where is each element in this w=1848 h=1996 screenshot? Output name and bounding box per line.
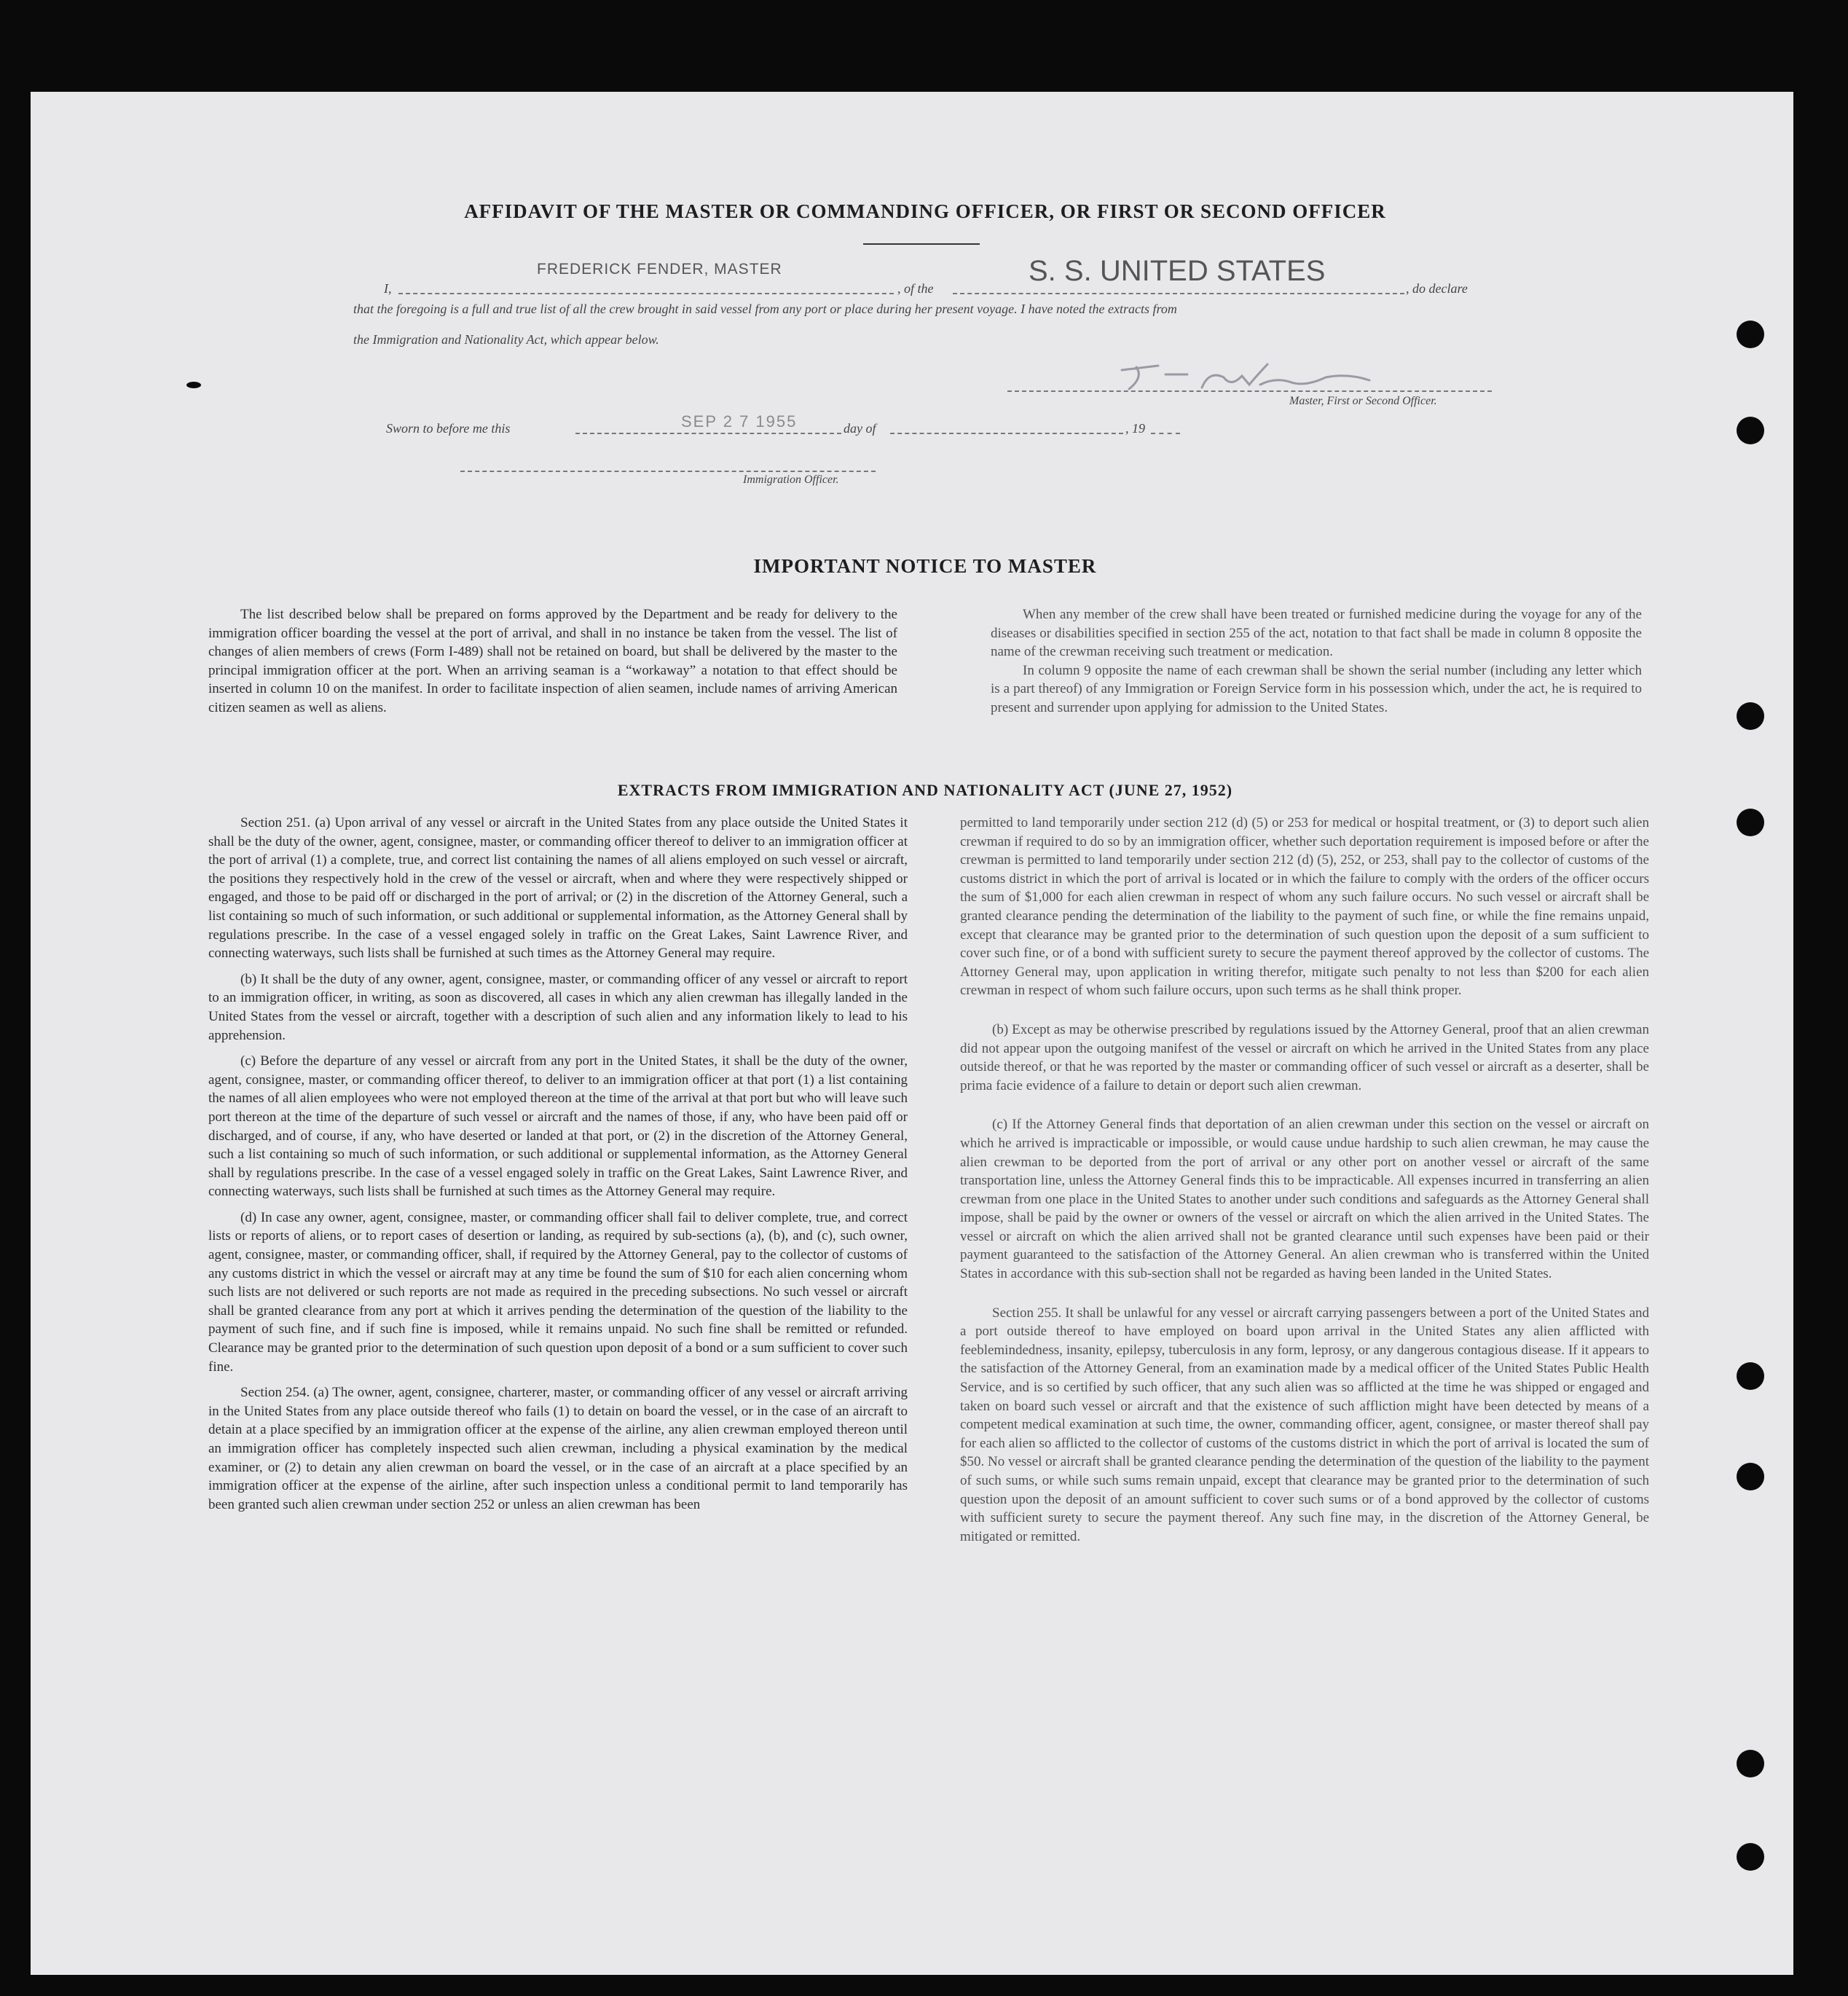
label-do-declare: , do declare	[1406, 281, 1468, 296]
sworn-date-line	[575, 433, 841, 434]
signature-line	[1007, 390, 1492, 392]
notice-left-paragraph: The list described below shall be prepared on forms approved by the Department and be ready for delivery to the immigration officer boarding the vessel at the port of arrival, and shall in no instance be taken from the vessel. The list of changes of alien members of crews (Form I-489) shall not be retained on board, but shall be delivered by the master to the principal immigration officer at the port. When an arriving seaman is a “workaway” a notation to that effect should be inserted in column 10 on the manifest. In order to facilitate inspection of alien seamen, include names of arriving American citizen seamen as well as aliens.	[208, 607, 897, 715]
affidavit-title: AFFIDAVIT OF THE MASTER OR COMMANDING OFFICER, OR FIRST OR SECOND OFFICER	[464, 200, 1386, 222]
vessel-name: S. S. UNITED STATES	[1029, 255, 1326, 287]
declaration-text-2: the Immigration and Nationality Act, which appear below.	[353, 332, 659, 347]
label-of-the: , of the	[897, 281, 934, 296]
year-line	[1151, 433, 1180, 434]
month-line	[890, 433, 1123, 434]
signature-caption: Master, First or Second Officer.	[1289, 395, 1437, 407]
scan-speck	[186, 382, 201, 388]
officer-caption: Immigration Officer.	[743, 474, 839, 486]
punch-hole	[1737, 809, 1764, 836]
section-254-a: Section 254. (a) The owner, agent, consignee, charterer, master, or commanding officer of any vessel or aircraft arriving in the United States from any place outside thereof who fails (1) to detain on board the vessel, or in the case of an aircraft to detain at a place specified by an immigration officer at the expense of the airline, any alien crewman employed thereon until an immigration officer has completely inspected such alien crewman, including a physical examination by the medical examiner, or (2) to detain any alien crewman on board the vessel, or in the case of an aircraft at a place specified by an immigration officer at the expense of the airline, after such inspection unless a conditional permit to land temporarily has been granted such alien crewman under section 252 or unless an alien crewman has been	[208, 1385, 908, 1512]
extracts-right-column	[960, 814, 1649, 1553]
section-254-c: (c) If the Attorney General finds that deportation of an alien crewman under this section on the vessel or aircraft on which he arrived is impracticable or impossible, or would cause undue hardship to such alien crewman, he may cause the alien crewman to be deported from the port of arrival or any other port on another vessel or aircraft of the same transportation line, unless the Attorney General finds this to be impracticable. All expenses incurred in transferring an alien crewman from one place in the United States to another under such conditions and safeguards as the Attorney General shall impose, shall be paid by the owner or owners of the vessel or aircraft on which the alien arrived in the United States. The vessel or aircraft on which the alien arrived shall not be granted clearance until such expenses have been paid or their payment guaranteed to the satisfaction of the Attorney General. An alien crewman who is transferred within the United States in accordance with this sub-section shall not be regarded as having been landed in the United States.	[960, 1117, 1649, 1282]
notice-title: IMPORTANT NOTICE TO MASTER	[753, 555, 1097, 577]
punch-hole	[1737, 1843, 1764, 1871]
section-255: Section 255. It shall be unlawful for any vessel or aircraft carrying passengers between a port of the United States and a port outside thereof to have employed on board upon arrival in the United States any alien afflicted with feeblemindedness, insanity, epilepsy, tuberculosis in any form, leprosy, or any dangerous contagious disease. If it appears to the satisfaction of the Attorney General, from an examination made by a medical officer of the United States Public Health Service, and is so certified by such officer, that any such alien was so afflicted at the time he was shipped or engaged and taken on board such vessel or aircraft and that the existence of such affliction might have been detected by means of a competent medical examination at such time, the owner, commanding officer, agent, consignee, or master thereof shall pay for each alien so afflicted to the collector of customs of the customs district in which the port of arrival is located the sum of $50. No vessel or aircraft shall be granted clearance pending the determination of the question of the liability to the payment of such sums, or while such sums remain unpaid, except that clearance may be granted prior to the determination of such question upon the deposit of an amount sufficient to cover such sums or of a bond approved by the collector of customs with sufficient surety to secure the payment thereof. Any such fine may, in the discretion of the Attorney General, be mitigated or remitted.	[960, 1305, 1649, 1544]
notice-right-paragraph-1: When any member of the crew shall have been treated or furnished medicine during the voyage for any of the diseases or disabilities specified in section 255 of the act, notation to that fact shall be made in column 8 opposite the name of the crewman receiving such treatment or medication.	[991, 607, 1642, 660]
master-name: FREDERICK FENDER, MASTER	[537, 261, 782, 278]
punch-hole	[1737, 321, 1764, 348]
sworn-label: Sworn to before me this	[386, 421, 511, 436]
extracts-left-column	[208, 814, 908, 1521]
section-251-b: (b) It shall be the duty of any owner, agent, consignee, master, or commanding officer of any vessel or aircraft to report to an immigration officer, in writing, as soon as discovered, all cases in which any alien crewman has illegally landed in the United States from the vessel or aircraft, together with a description of such alien and any information likely to lead to his apprehension.	[208, 971, 908, 1043]
punch-hole	[1737, 417, 1764, 444]
declaration-text: that the foregoing is a full and true list of all the crew brought in said vessel from any port or place during her present voyage. I have noted the extracts from	[353, 302, 1177, 316]
punch-hole	[1737, 702, 1764, 730]
master-name-line	[398, 293, 894, 294]
notice-right-column	[991, 605, 1642, 725]
punch-hole	[1737, 1750, 1764, 1777]
master-signature	[1114, 355, 1377, 399]
notice-left-column	[208, 605, 897, 725]
vessel-name-line	[953, 293, 1404, 294]
sworn-date-stamp: SEP 2 7 1955	[681, 412, 798, 431]
section-251-a: Section 251. (a) Upon arrival of any vessel or aircraft in the United States from any place outside the United States it shall be the duty of the owner, agent, consignee, master, or commanding officer thereof to deliver to an immigration officer at the port of arrival (1) a complete, true, and correct list containing the names of all aliens employed on such vessel or aircraft, the positions they respectively hold in the crew of the vessel or aircraft, when and where they were respectively shipped or engaged, and those to be paid off or discharged in the port of arrival; or (2) in the discretion of the Attorney General, such a list containing so much of such information, or such additional or supplemental information, as the Attorney General shall by regulations prescribe. In the case of a vessel engaged solely in traffic on the Great Lakes, Saint Lawrence River, and connecting waterways, such lists shall be furnished at such times as the Attorney General may require.	[208, 815, 908, 962]
section-254-a-continued: permitted to land temporarily under section 212 (d) (5) or 253 for medical or hospital treatment, or (3) to deport such alien crewman if required to do so by an immigration officer, whether such deportation requirement is imposed before or after the crewman is permitted to land temporarily under section 212 (d) (5), 252, or 253, shall pay to the collector of customs of the customs district in which the port of arrival is located or in which the failure to comply with the orders of the officer occurs the sum of $1,000 for each alien crewman in respect of whom any such failure occurs. No such vessel or aircraft shall be granted clearance pending the determination of the liability to the payment of such fine, or while the fine remains unpaid, except that clearance may be granted prior to the determination of such question upon the deposit of a sum sufficient to cover such fine, or of a bond with sufficient surety to secure the payment thereof approved by the collector of customs. The Attorney General may, upon application in writing therefor, mitigate such penalty to not less than $200 for each alien crewman in respect of whom such failure occurs, upon such terms as he shall think proper.	[960, 815, 1649, 999]
punch-hole	[1737, 1362, 1764, 1390]
label-i: I,	[384, 281, 392, 296]
notice-right-paragraph-2: In column 9 opposite the name of each crewman shall be shown the serial number (including any letter which is a part thereof) of any Immigration or Foreign Service form in his possession which, under the act, he is required to present and surrender upon applying for admission to the United States.	[991, 662, 1642, 715]
extracts-title: EXTRACTS FROM IMMIGRATION AND NATIONALITY ACT (JUNE 27, 1952)	[617, 781, 1233, 799]
punch-hole	[1737, 1463, 1764, 1490]
year-label: , 19	[1125, 421, 1145, 436]
section-254-b: (b) Except as may be otherwise prescribed by regulations issued by the Attorney General, proof that an alien crewman did not appear upon the outgoing manifest of the vessel or aircraft on which he arrived in the United States from any place outside thereof, or that he was reported by the master or commanding officer of such vessel or aircraft as a deserter, shall be prima facie evidence of a failure to detain or deport such alien crewman.	[960, 1021, 1649, 1093]
section-251-c: (c) Before the departure of any vessel or aircraft from any port in the United States, it shall be the duty of the owner, agent, consignee, master, or commanding officer thereof, to deliver to an immigration officer at that port (1) a list containing the names of all alien employees who were not employed thereon at the time of the arrival at that port but who will leave such port thereon at the time of the departure of such vessel or aircraft and the names of those, if any, who have been paid off or discharged, and of course, if any, who have deserted or landed at that port, or (2) in the discretion of the Attorney General, such a list containing so much of such information, or such additional or supplemental information, as the Attorney General shall by regulations prescribe. In the case of a vessel engaged solely in traffic on the Great Lakes, Saint Lawrence River, and connecting waterways, such lists shall be furnished at such times as the Attorney General may require.	[208, 1053, 908, 1200]
officer-signature-line	[460, 471, 876, 472]
section-251-d: (d) In case any owner, agent, consignee, master, or commanding officer shall fail to deliver complete, true, and correct lists or reports of aliens, or to report cases of desertion or landing, as required by sub-sections (a), (b), and (c), such owner, agent, consignee, master, or commanding officer, shall, if required by the Attorney General, pay to the collector of customs of any customs district in which the vessel or aircraft may at any time be found the sum of $10 for each alien concerning whom such lists are not delivered or such reports are not made as required in the preceding subsections. No such vessel or aircraft shall be granted clearance from any port at which it arrives pending the determination of the question of the liability to the payment of such fine, and if such fine is imposed, while it remains unpaid. No such fine shall be remitted or refunded. Clearance may be granted prior to the determination of such question upon deposit of a bond or a sum sufficient to cover such fine.	[208, 1209, 908, 1375]
day-of-label: day of	[844, 421, 876, 436]
title-rule	[863, 243, 980, 245]
